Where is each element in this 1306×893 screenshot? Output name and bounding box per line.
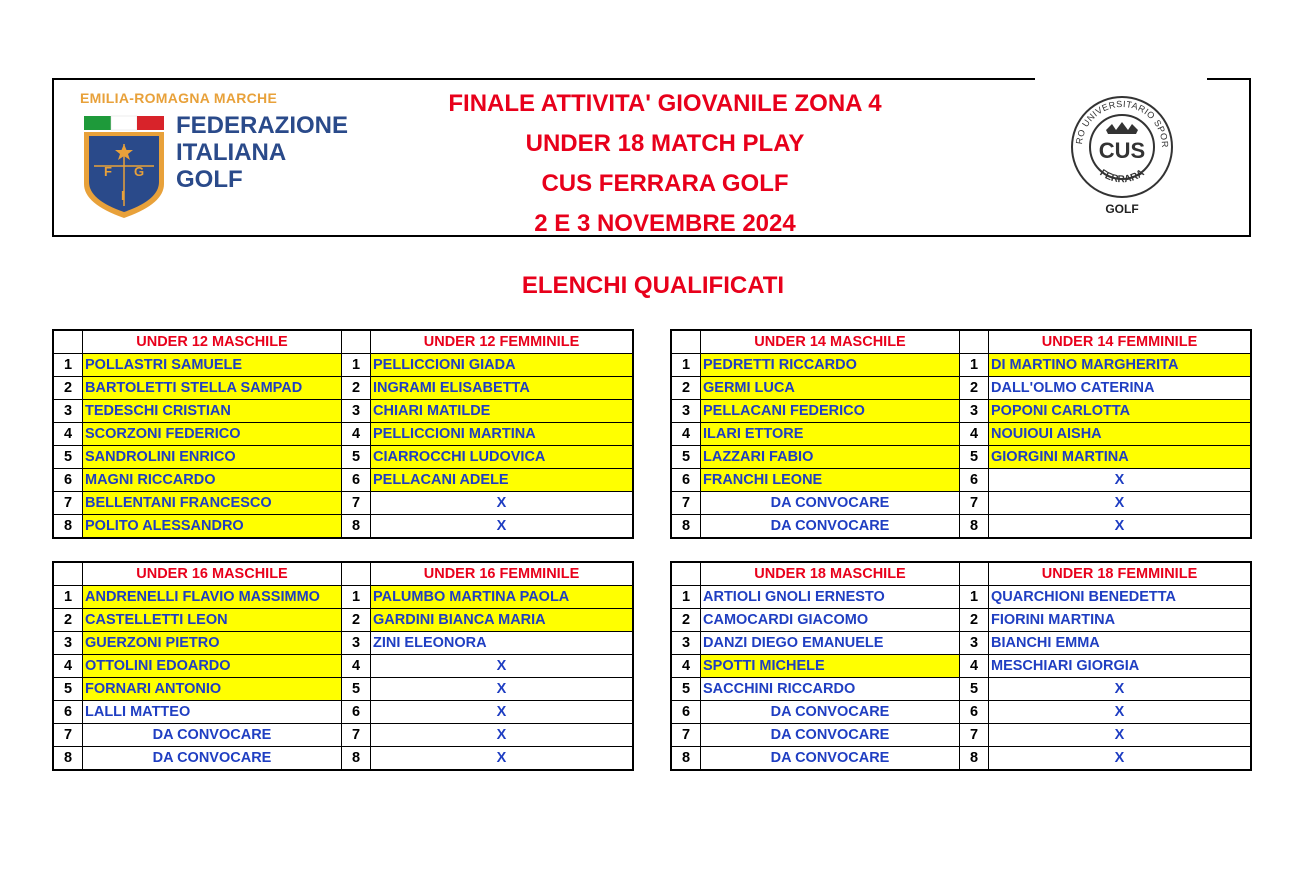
player-name: CIARROCCHI LUDOVICA [371, 446, 633, 469]
player-name: PEDRETTI RICCARDO [701, 354, 960, 377]
player-name: PELLICCIONI MARTINA [371, 423, 633, 446]
rank-number: 7 [960, 724, 989, 747]
table-row [672, 632, 1251, 655]
header-blank-cell [342, 331, 371, 354]
player-name: X [371, 492, 633, 515]
table-row [54, 724, 633, 747]
player-name: X [989, 747, 1251, 770]
player-name: X [371, 724, 633, 747]
table-header-row [54, 563, 633, 586]
player-name: MAGNI RICCARDO [83, 469, 342, 492]
player-name: NOUIOUI AISHA [989, 423, 1251, 446]
player-name: X [989, 469, 1251, 492]
rank-number: 6 [672, 469, 701, 492]
category-title: UNDER 18 FEMMINILE [989, 563, 1251, 586]
player-name: X [371, 515, 633, 538]
category-title: UNDER 12 MASCHILE [83, 331, 342, 354]
player-name: BELLENTANI FRANCESCO [83, 492, 342, 515]
player-name: X [371, 655, 633, 678]
player-name: DA CONVOCARE [701, 515, 960, 538]
category-title: UNDER 16 MASCHILE [83, 563, 342, 586]
rank-number: 1 [54, 354, 83, 377]
rank-number: 7 [54, 492, 83, 515]
rank-number: 2 [960, 377, 989, 400]
player-name: GARDINI BIANCA MARIA [371, 609, 633, 632]
table-row [54, 655, 633, 678]
category-title: UNDER 14 MASCHILE [701, 331, 960, 354]
fig-name-line: FEDERAZIONE [176, 112, 349, 139]
event-title-line: FINALE ATTIVITA' GIOVANILE ZONA 4 [448, 90, 882, 117]
table-row [672, 701, 1251, 724]
rank-number: 7 [54, 724, 83, 747]
rank-number: 3 [672, 632, 701, 655]
rank-number: 8 [54, 515, 83, 538]
cus-golf-label: GOLF [1105, 202, 1139, 216]
category-title: UNDER 16 FEMMINILE [371, 563, 633, 586]
table-header-row [672, 331, 1251, 354]
rank-number: 1 [342, 354, 371, 377]
category-title: UNDER 18 MASCHILE [701, 563, 960, 586]
rank-number: 8 [960, 747, 989, 770]
qualified-table [671, 330, 1251, 538]
shield-letter-g: G [134, 164, 145, 179]
cus-ferrara-logo [1066, 94, 1178, 222]
rank-number: 5 [54, 446, 83, 469]
header-border-gap [1035, 76, 1207, 81]
fig-name-line: ITALIANA [176, 139, 287, 166]
rank-number: 1 [960, 354, 989, 377]
rank-number: 8 [342, 515, 371, 538]
rank-number: 4 [960, 655, 989, 678]
table-row [54, 423, 633, 446]
rank-number: 5 [54, 678, 83, 701]
player-name: LAZZARI FABIO [701, 446, 960, 469]
player-name: X [989, 701, 1251, 724]
rank-number: 6 [54, 701, 83, 724]
rank-number: 3 [342, 400, 371, 423]
player-name: DA CONVOCARE [701, 701, 960, 724]
event-title-line: CUS FERRARA GOLF [541, 170, 789, 197]
player-name: OTTOLINI EDOARDO [83, 655, 342, 678]
table-row [54, 701, 633, 724]
player-name: ZINI ELEONORA [371, 632, 633, 655]
table-row [54, 354, 633, 377]
rank-number: 5 [342, 446, 371, 469]
rank-number: 4 [960, 423, 989, 446]
table-row [54, 469, 633, 492]
player-name: DANZI DIEGO EMANUELE [701, 632, 960, 655]
rank-number: 5 [960, 446, 989, 469]
header-blank-cell [342, 563, 371, 586]
rank-number: 4 [672, 423, 701, 446]
rank-number: 6 [960, 469, 989, 492]
table-header-row [54, 331, 633, 354]
rank-number: 1 [672, 354, 701, 377]
table-row [54, 377, 633, 400]
rank-number: 7 [342, 492, 371, 515]
player-name: FRANCHI LEONE [701, 469, 960, 492]
category-title: UNDER 12 FEMMINILE [371, 331, 633, 354]
player-name: GUERZONI PIETRO [83, 632, 342, 655]
section-heading: ELENCHI QUALIFICATI [521, 272, 785, 299]
rank-number: 2 [672, 377, 701, 400]
rank-number: 3 [54, 632, 83, 655]
header-blank-cell [54, 563, 83, 586]
table-header-row [672, 563, 1251, 586]
table-row [672, 377, 1251, 400]
player-name: X [989, 515, 1251, 538]
rank-number: 4 [672, 655, 701, 678]
rank-number: 6 [342, 469, 371, 492]
player-name: SPOTTI MICHELE [701, 655, 960, 678]
qualified-table [671, 562, 1251, 770]
player-name: DA CONVOCARE [83, 724, 342, 747]
rank-number: 1 [672, 586, 701, 609]
player-name: DA CONVOCARE [83, 747, 342, 770]
rank-number: 6 [54, 469, 83, 492]
cus-mark-text: CUS [1098, 138, 1146, 163]
player-name: INGRAMI ELISABETTA [371, 377, 633, 400]
rank-number: 8 [342, 747, 371, 770]
rank-number: 4 [54, 423, 83, 446]
fig-shield-icon [82, 114, 166, 220]
player-name: ANDRENELLI FLAVIO MASSIMMO [83, 586, 342, 609]
player-name: X [371, 678, 633, 701]
player-name: PELLACANI FEDERICO [701, 400, 960, 423]
rank-number: 7 [672, 492, 701, 515]
header-blank-cell [54, 331, 83, 354]
player-name: SACCHINI RICCARDO [701, 678, 960, 701]
player-name: QUARCHIONI BENEDETTA [989, 586, 1251, 609]
rank-number: 4 [342, 423, 371, 446]
rank-number: 5 [960, 678, 989, 701]
rank-number: 8 [672, 747, 701, 770]
rank-number: 2 [672, 609, 701, 632]
table-row [54, 609, 633, 632]
table-row [54, 586, 633, 609]
table-row [672, 446, 1251, 469]
event-title-line: UNDER 18 MATCH PLAY [525, 130, 805, 157]
player-name: DI MARTINO MARGHERITA [989, 354, 1251, 377]
rank-number: 7 [342, 724, 371, 747]
player-name: FORNARI ANTONIO [83, 678, 342, 701]
player-name: ILARI ETTORE [701, 423, 960, 446]
table-row [54, 678, 633, 701]
player-name: FIORINI MARTINA [989, 609, 1251, 632]
table-row [672, 609, 1251, 632]
rank-number: 6 [960, 701, 989, 724]
rank-number: 8 [672, 515, 701, 538]
rank-number: 5 [342, 678, 371, 701]
table-row [672, 515, 1251, 538]
fig-name-line: GOLF [176, 166, 243, 193]
player-name: X [989, 724, 1251, 747]
player-name: ARTIOLI GNOLI ERNESTO [701, 586, 960, 609]
shield-letter-f: F [104, 164, 112, 179]
rank-number: 7 [672, 724, 701, 747]
fig-name [176, 112, 348, 193]
rank-number: 5 [672, 446, 701, 469]
player-name: POPONI CARLOTTA [989, 400, 1251, 423]
category-title: UNDER 14 FEMMINILE [989, 331, 1251, 354]
table-row [672, 492, 1251, 515]
player-name: SANDROLINI ENRICO [83, 446, 342, 469]
rank-number: 3 [54, 400, 83, 423]
player-name: CHIARI MATILDE [371, 400, 633, 423]
header-blank-cell [672, 563, 701, 586]
player-name: DALL'OLMO CATERINA [989, 377, 1251, 400]
player-name: TEDESCHI CRISTIAN [83, 400, 342, 423]
rank-number: 8 [54, 747, 83, 770]
rank-number: 1 [342, 586, 371, 609]
player-name: PELLICCIONI GIADA [371, 354, 633, 377]
table-row [672, 678, 1251, 701]
player-name: DA CONVOCARE [701, 492, 960, 515]
rank-number: 3 [960, 632, 989, 655]
table-row [672, 469, 1251, 492]
rank-number: 2 [960, 609, 989, 632]
fig-logo [80, 90, 350, 225]
player-name: POLITO ALESSANDRO [83, 515, 342, 538]
qualified-table [53, 562, 633, 770]
rank-number: 2 [54, 609, 83, 632]
table-row [672, 724, 1251, 747]
table-row [672, 747, 1251, 770]
rank-number: 6 [342, 701, 371, 724]
table-row [54, 747, 633, 770]
player-name: CAMOCARDI GIACOMO [701, 609, 960, 632]
table-row [54, 492, 633, 515]
table-row [672, 655, 1251, 678]
player-name: BIANCHI EMMA [989, 632, 1251, 655]
table-row [672, 354, 1251, 377]
rank-number: 6 [672, 701, 701, 724]
header-blank-cell [672, 331, 701, 354]
rank-number: 7 [960, 492, 989, 515]
event-titles [360, 84, 970, 244]
table-row [672, 423, 1251, 446]
player-name: LALLI MATTEO [83, 701, 342, 724]
cus-emblem-icon [1066, 94, 1178, 200]
qualified-table [53, 330, 633, 538]
rank-number: 2 [342, 609, 371, 632]
player-name: GIORGINI MARTINA [989, 446, 1251, 469]
table-row [54, 446, 633, 469]
player-name: PALUMBO MARTINA PAOLA [371, 586, 633, 609]
player-name: POLLASTRI SAMUELE [83, 354, 342, 377]
rank-number: 1 [54, 586, 83, 609]
event-title-line: 2 E 3 NOVEMBRE 2024 [534, 210, 796, 237]
rank-number: 4 [342, 655, 371, 678]
header-blank-cell [960, 331, 989, 354]
player-name: PELLACANI ADELE [371, 469, 633, 492]
table-row [54, 400, 633, 423]
player-name: X [371, 701, 633, 724]
table-row [672, 586, 1251, 609]
rank-number: 8 [960, 515, 989, 538]
player-name: DA CONVOCARE [701, 724, 960, 747]
rank-number: 2 [54, 377, 83, 400]
cus-ring-top-text: RO UNIVERSITARIO SPOR [1074, 98, 1171, 149]
rank-number: 4 [54, 655, 83, 678]
cus-ring-bottom-text: FERRARA [1097, 167, 1147, 186]
player-name: X [989, 678, 1251, 701]
header-blank-cell [960, 563, 989, 586]
rank-number: 5 [672, 678, 701, 701]
rank-number: 3 [960, 400, 989, 423]
rank-number: 2 [342, 377, 371, 400]
player-name: DA CONVOCARE [701, 747, 960, 770]
player-name: GERMI LUCA [701, 377, 960, 400]
table-row [54, 632, 633, 655]
table-row [672, 400, 1251, 423]
table-row [54, 515, 633, 538]
player-name: X [989, 492, 1251, 515]
rank-number: 3 [342, 632, 371, 655]
fig-region-label: EMILIA-ROMAGNA MARCHE [80, 90, 278, 106]
player-name: BARTOLETTI STELLA SAMPAD [83, 377, 342, 400]
player-name: X [371, 747, 633, 770]
shield-letter-i: I [121, 188, 125, 203]
player-name: SCORZONI FEDERICO [83, 423, 342, 446]
rank-number: 1 [960, 586, 989, 609]
rank-number: 3 [672, 400, 701, 423]
player-name: CASTELLETTI LEON [83, 609, 342, 632]
player-name: MESCHIARI GIORGIA [989, 655, 1251, 678]
